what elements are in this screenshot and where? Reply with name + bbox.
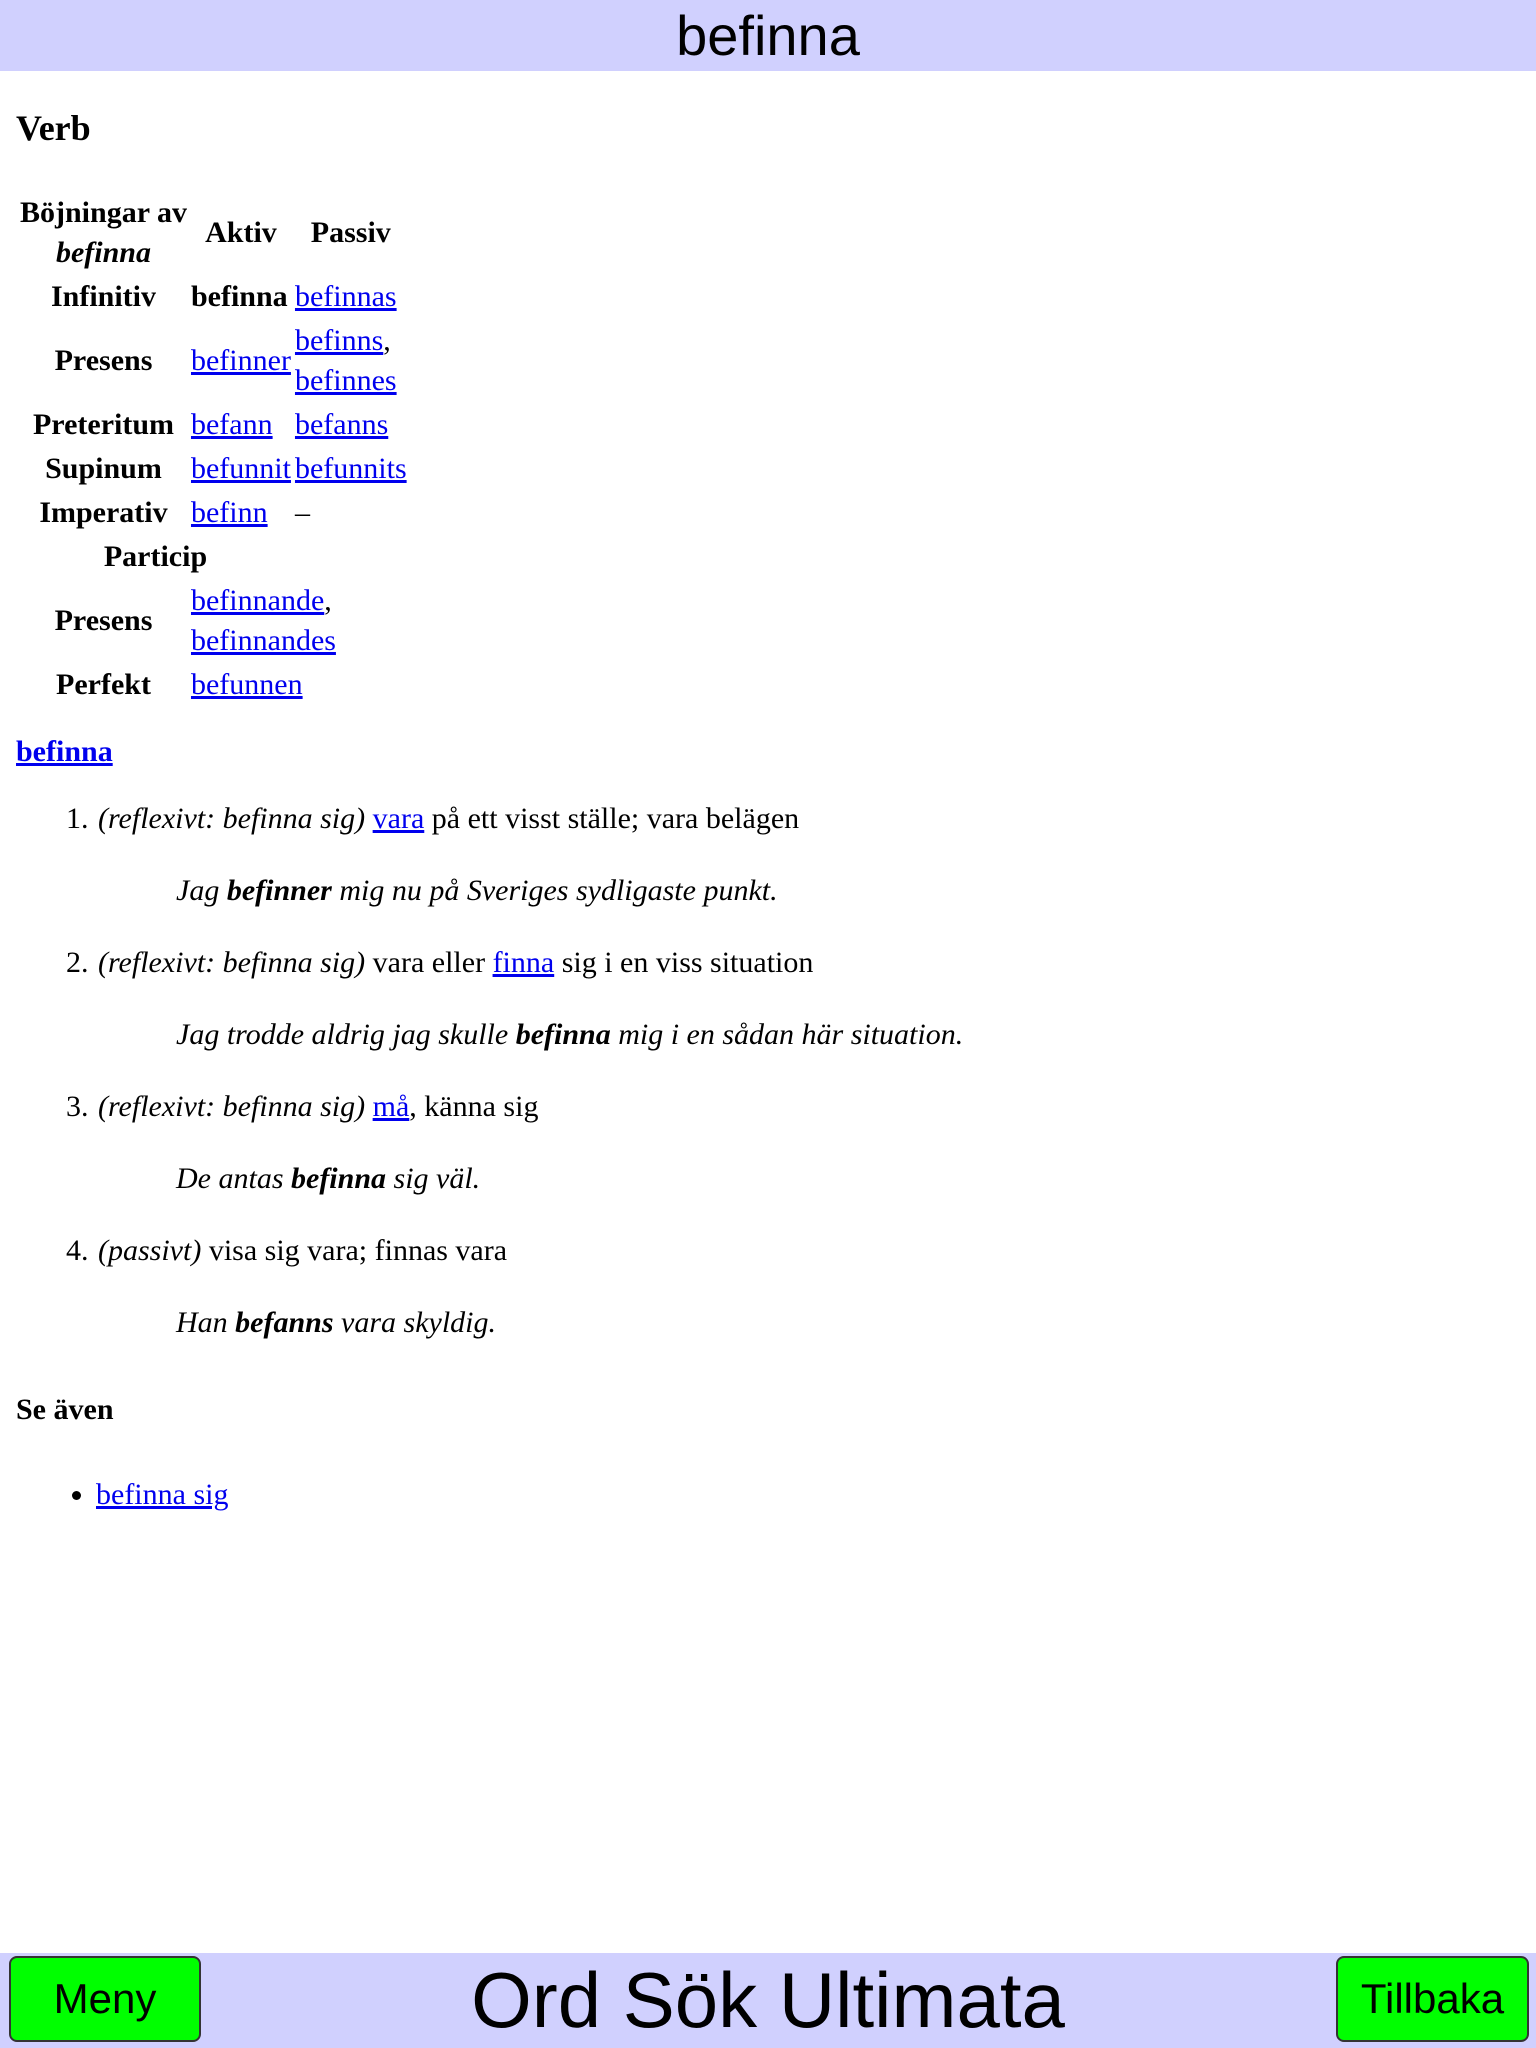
usage-example: De antas befinna sig väl.	[176, 1162, 481, 1195]
sense-item: 1. (reflexivt: befinna sig) vara på ett visst ställe; vara belägen Jag befinner mig nu på Sveriges sydligaste punkt.	[96, 799, 1496, 911]
table-row	[20, 403, 407, 447]
usage-example: Jag befinner mig nu på Sveriges sydligaste punkt.	[176, 874, 778, 907]
row-label: Imperativ	[39, 496, 168, 529]
cell-passive	[295, 275, 407, 319]
row-label: Supinum	[45, 452, 162, 485]
col-header-passive: Passiv	[310, 216, 391, 249]
headword-link[interactable]: befinna	[16, 735, 113, 768]
row-label: Preteritum	[32, 408, 175, 441]
form-link[interactable]: befinnande	[190, 584, 325, 617]
cell-passive	[295, 403, 407, 447]
row-label: Perfekt	[56, 668, 151, 701]
table-header-row	[20, 191, 407, 275]
row-label: Presens	[54, 604, 153, 637]
row-label: Infinitiv	[50, 280, 156, 313]
sense-link[interactable]: finna	[492, 946, 555, 979]
sense-item: 2. (reflexivt: befinna sig) vara eller finna sig i en viss situation Jag trodde aldrig jag skulle befinna mig i en sådan här situation.	[96, 943, 1496, 1055]
cell-active: befinna	[190, 280, 288, 313]
cell-passive: befinns, befinnes	[294, 324, 397, 397]
usage-example: Han befanns vara skyldig.	[176, 1306, 496, 1339]
col-header-active: Aktiv	[205, 216, 277, 249]
form-link[interactable]: befinnas	[294, 280, 397, 313]
cell-particip: befinnande, befinnandes	[190, 584, 336, 657]
table-row	[20, 275, 407, 319]
form-link[interactable]: befinner	[190, 344, 291, 377]
form-link[interactable]: befinns	[294, 324, 384, 357]
form-link[interactable]: befinn	[190, 496, 268, 529]
page-title: befinna	[676, 4, 860, 67]
header-bar	[0, 0, 1536, 71]
cell-passive: –	[294, 496, 310, 529]
usage-example: Jag trodde aldrig jag skulle befinna mig i en sådan här situation.	[176, 1018, 964, 1051]
table-row	[20, 319, 407, 403]
sense-qualifier: (reflexivt: befinna sig)	[98, 1090, 366, 1123]
table-subheader-row	[20, 535, 407, 579]
cell-active	[191, 491, 291, 535]
cell-passive	[295, 447, 407, 491]
corner-header: Böjningar av befinna	[20, 196, 187, 269]
cell-particip	[191, 663, 407, 707]
form-link[interactable]: befunnen	[190, 668, 303, 701]
table-row	[20, 491, 407, 535]
sense-qualifier: (reflexivt: befinna sig)	[98, 802, 366, 835]
form-link[interactable]: befinnes	[294, 364, 397, 397]
inflection-table	[16, 191, 411, 707]
cell-active	[191, 447, 291, 491]
menu-button[interactable]: Meny	[9, 1956, 201, 2042]
form-link[interactable]: befanns	[294, 408, 389, 441]
part-of-speech-heading: Verb	[16, 108, 91, 148]
list-item	[96, 1475, 228, 1515]
sense-qualifier: (reflexivt: befinna sig)	[98, 946, 366, 979]
table-row	[20, 447, 407, 491]
sense-qualifier: (passivt)	[98, 1234, 202, 1267]
form-link[interactable]: befann	[190, 408, 273, 441]
sense-item: 3. (reflexivt: befinna sig) må, känna sig De antas befinna sig väl.	[96, 1087, 1496, 1199]
sense-link[interactable]: må	[372, 1090, 410, 1123]
form-link[interactable]: befunnit	[190, 452, 291, 485]
see-also-heading: Se även	[16, 1393, 114, 1426]
back-button[interactable]: Tillbaka	[1336, 1956, 1529, 2042]
sense-item: 4. (passivt) visa sig vara; finnas vara Han befanns vara skyldig.	[96, 1231, 1496, 1343]
corner-word: befinna	[55, 236, 151, 269]
see-also-list	[16, 1475, 228, 1515]
form-link[interactable]: befunnits	[294, 452, 407, 485]
cell-active	[191, 403, 291, 447]
cell-active	[191, 319, 291, 403]
table-row	[20, 663, 407, 707]
footer-bar	[0, 1953, 1536, 2048]
app-title: Ord Sök Ultimata	[471, 1956, 1065, 2044]
sense-link[interactable]: vara	[372, 802, 425, 835]
see-also-link[interactable]: befinna sig	[96, 1478, 229, 1511]
particip-heading: Particip	[103, 540, 208, 573]
sense-list	[16, 799, 1496, 1375]
row-label: Presens	[54, 344, 153, 377]
table-row	[20, 579, 407, 663]
form-link[interactable]: befinnandes	[190, 624, 336, 657]
